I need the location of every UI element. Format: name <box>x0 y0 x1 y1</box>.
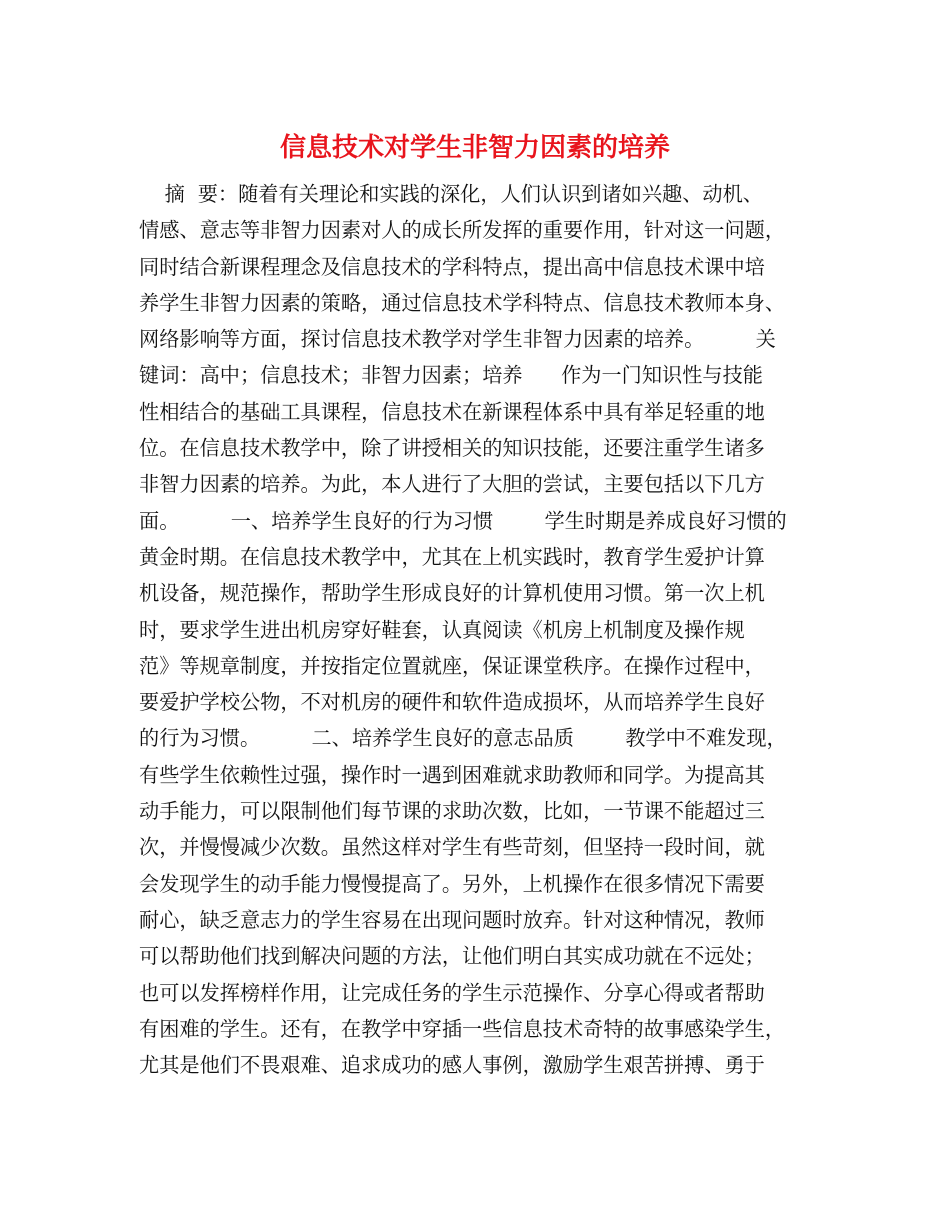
body-line: 尤其是他们不畏艰难、追求成功的感人事例，激励学生艰苦拼搏、勇于 <box>139 1053 765 1078</box>
body-line: 黄金时期。在信息技术教学中，尤其在上机实践时，教育学生爱护计算 <box>139 544 765 569</box>
body-line: 的行为习惯。 二、培养学生良好的意志品质 教学中不难发现， <box>139 726 787 751</box>
body-line: 摘 要：随着有关理论和实践的深化，人们认识到诸如兴趣、动机、 <box>139 182 763 206</box>
body-line: 也可以发挥榜样作用，让完成任务的学生示范操作、分享心得或者帮助 <box>139 980 765 1005</box>
body-line: 动手能力，可以限制他们每节课的求助次数，比如，一节课不能超过三 <box>139 799 765 824</box>
body-line: 可以帮助他们找到解决问题的方法，让他们明白其实成功就在不远处； <box>139 944 765 969</box>
body-line: 养学生非智力因素的策略，通过信息技术学科特点、信息技术教师本身、 <box>139 290 786 315</box>
body-line: 时，要求学生进出机房穿好鞋套，认真阅读《机房上机制度及操作规 <box>139 617 745 642</box>
body-line: 次，并慢慢减少次数。虽然这样对学生有些苛刻，但坚持一段时间，就 <box>139 835 765 860</box>
body-line: 面。 一、培养学生良好的行为习惯 学生时期是养成良好习惯的 <box>139 508 787 533</box>
body-line: 非智力因素的培养。为此，本人进行了大胆的尝试，主要包括以下几方 <box>139 472 765 497</box>
body-line: 网络影响等方面，探讨信息技术教学对学生非智力因素的培养。 关 <box>139 327 776 352</box>
body-line: 有些学生依赖性过强，操作时一遇到困难就求助教师和同学。为提高其 <box>139 762 765 787</box>
body-line: 会发现学生的动手能力慢慢提高了。另外，上机操作在很多情况下需要 <box>139 871 765 896</box>
body-line: 位。在信息技术教学中，除了讲授相关的知识技能，还要注重学生诸多 <box>139 436 765 461</box>
page-title: 信息技术对学生非智力因素的培养 <box>279 133 670 163</box>
body-line: 范》等规章制度，并按指定位置就座，保证课堂秩序。在操作过程中， <box>139 653 765 678</box>
body-line: 性相结合的基础工具课程，信息技术在新课程体系中具有举足轻重的地 <box>139 399 765 424</box>
body-line: 情感、意志等非智力因素对人的成长所发挥的重要作用，针对这一问题， <box>139 218 786 243</box>
body-line: 有困难的学生。还有，在教学中穿插一些信息技术奇特的故事感染学生， <box>139 1016 786 1041</box>
article-body <box>139 176 829 1083</box>
body-line: 耐心，缺乏意志力的学生容易在出现问题时放弃。针对这种情况，教师 <box>139 907 765 932</box>
body-line: 键词：高中；信息技术；非智力因素；培养 作为一门知识性与技能 <box>139 363 763 388</box>
body-line: 同时结合新课程理念及信息技术的学科特点，提出高中信息技术课中培 <box>139 254 765 279</box>
body-line: 机设备，规范操作，帮助学生形成良好的计算机使用习惯。第一次上机 <box>139 581 765 606</box>
body-line: 要爱护学校公物，不对机房的硬件和软件造成损坏，从而培养学生良好 <box>139 690 765 715</box>
